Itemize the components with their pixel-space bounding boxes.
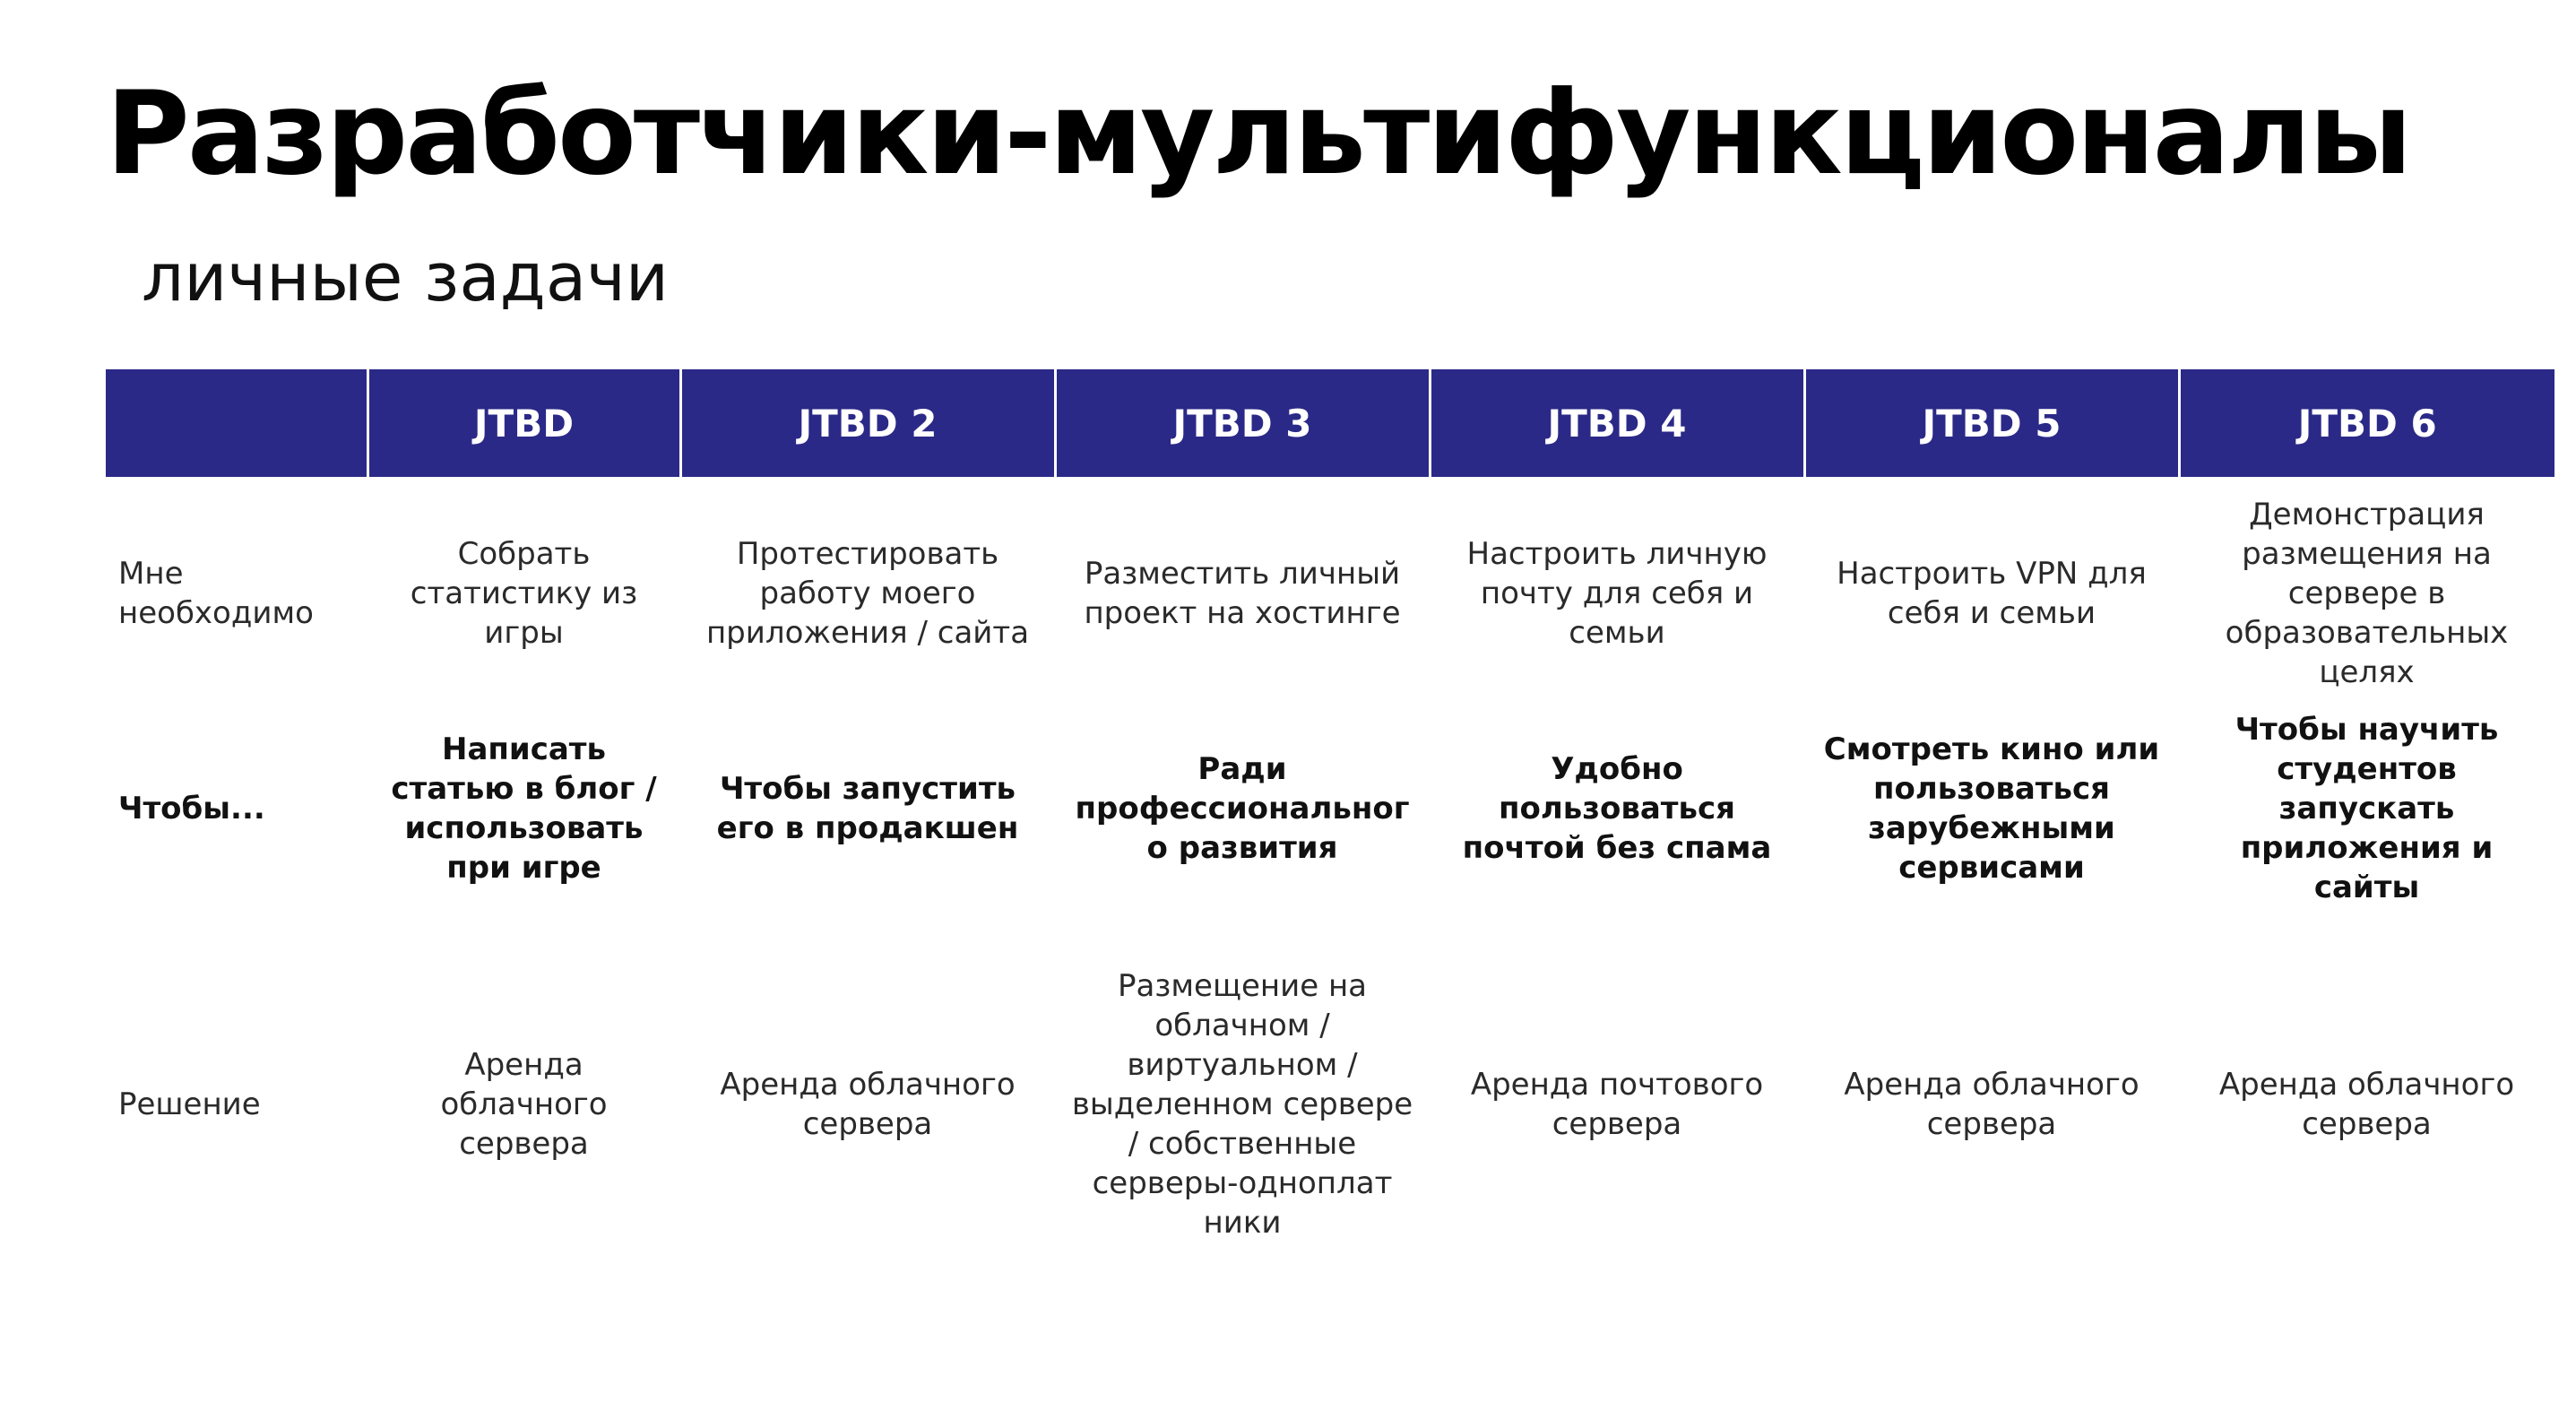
table-cell: Демонстрация размещения на сервере в образовательных целях <box>2225 497 2509 690</box>
table-cell: Протестировать работу моего приложения / сайта <box>705 536 1030 651</box>
table-body <box>106 477 2554 1302</box>
slide-subtitle: личные задачи <box>142 239 669 316</box>
row-label-solution: Решение <box>118 1086 261 1122</box>
row-label-goal: Чтобы... <box>118 791 265 827</box>
table-cell: Размещение на облачном / виртуальном / выделенном сервере / собственные серверы-одноплат ники <box>1071 968 1413 1241</box>
header-cell-jtbd-6: JTBD 6 <box>2179 369 2554 477</box>
header-cell-jtbd-3: JTBD 3 <box>1055 369 1430 477</box>
table-cell: Аренда почтового сервера <box>1470 1067 1764 1142</box>
table-cell: Аренда облачного сервера <box>1844 1067 2139 1142</box>
table-cell: Смотреть кино или пользоваться зарубежными сервисами <box>1823 731 2160 886</box>
table-cell: Аренда облачного сервера <box>2218 1067 2515 1142</box>
table-row-goal <box>106 710 2554 907</box>
table-cell: Чтобы запустить его в продакшен <box>716 771 1019 846</box>
table-cell: Написать статью в блог / использовать при игре <box>391 731 657 886</box>
table-cell: Аренда облачного сервера <box>440 1047 608 1162</box>
table-cell: Собрать статистику из игры <box>410 536 638 651</box>
table-cell: Аренда облачного сервера <box>720 1067 1016 1142</box>
table-cell: Удобно пользоваться почтой без спама <box>1462 751 1772 866</box>
header-cell-jtbd-2: JTBD 2 <box>680 369 1055 477</box>
slide-title: Разработчики-мультифункционалы <box>106 67 2410 201</box>
table-header <box>106 369 2554 477</box>
header-row <box>106 369 2554 477</box>
header-cell-jtbd-4: JTBD 4 <box>1430 369 1804 477</box>
table-cell: Разместить личный проект на хостинге <box>1084 556 1401 631</box>
table-row-need <box>106 477 2554 710</box>
table-cell: Настроить личную почту для себя и семьи <box>1466 536 1768 651</box>
table-cell: Настроить VPN для себя и семьи <box>1837 556 2147 631</box>
table-cell: Ради профессиональног о развития <box>1075 751 1410 866</box>
jtbd-table <box>106 369 2554 1302</box>
header-cell-jtbd-5: JTBD 5 <box>1804 369 2179 477</box>
table-row-solution <box>106 907 2554 1302</box>
header-cell-jtbd-1: JTBD <box>367 369 680 477</box>
header-cell-empty <box>106 369 367 477</box>
table-cell: Чтобы научить студентов запускать приложения и сайты <box>2235 712 2499 905</box>
row-label-need: Мне необходимо <box>118 556 314 631</box>
